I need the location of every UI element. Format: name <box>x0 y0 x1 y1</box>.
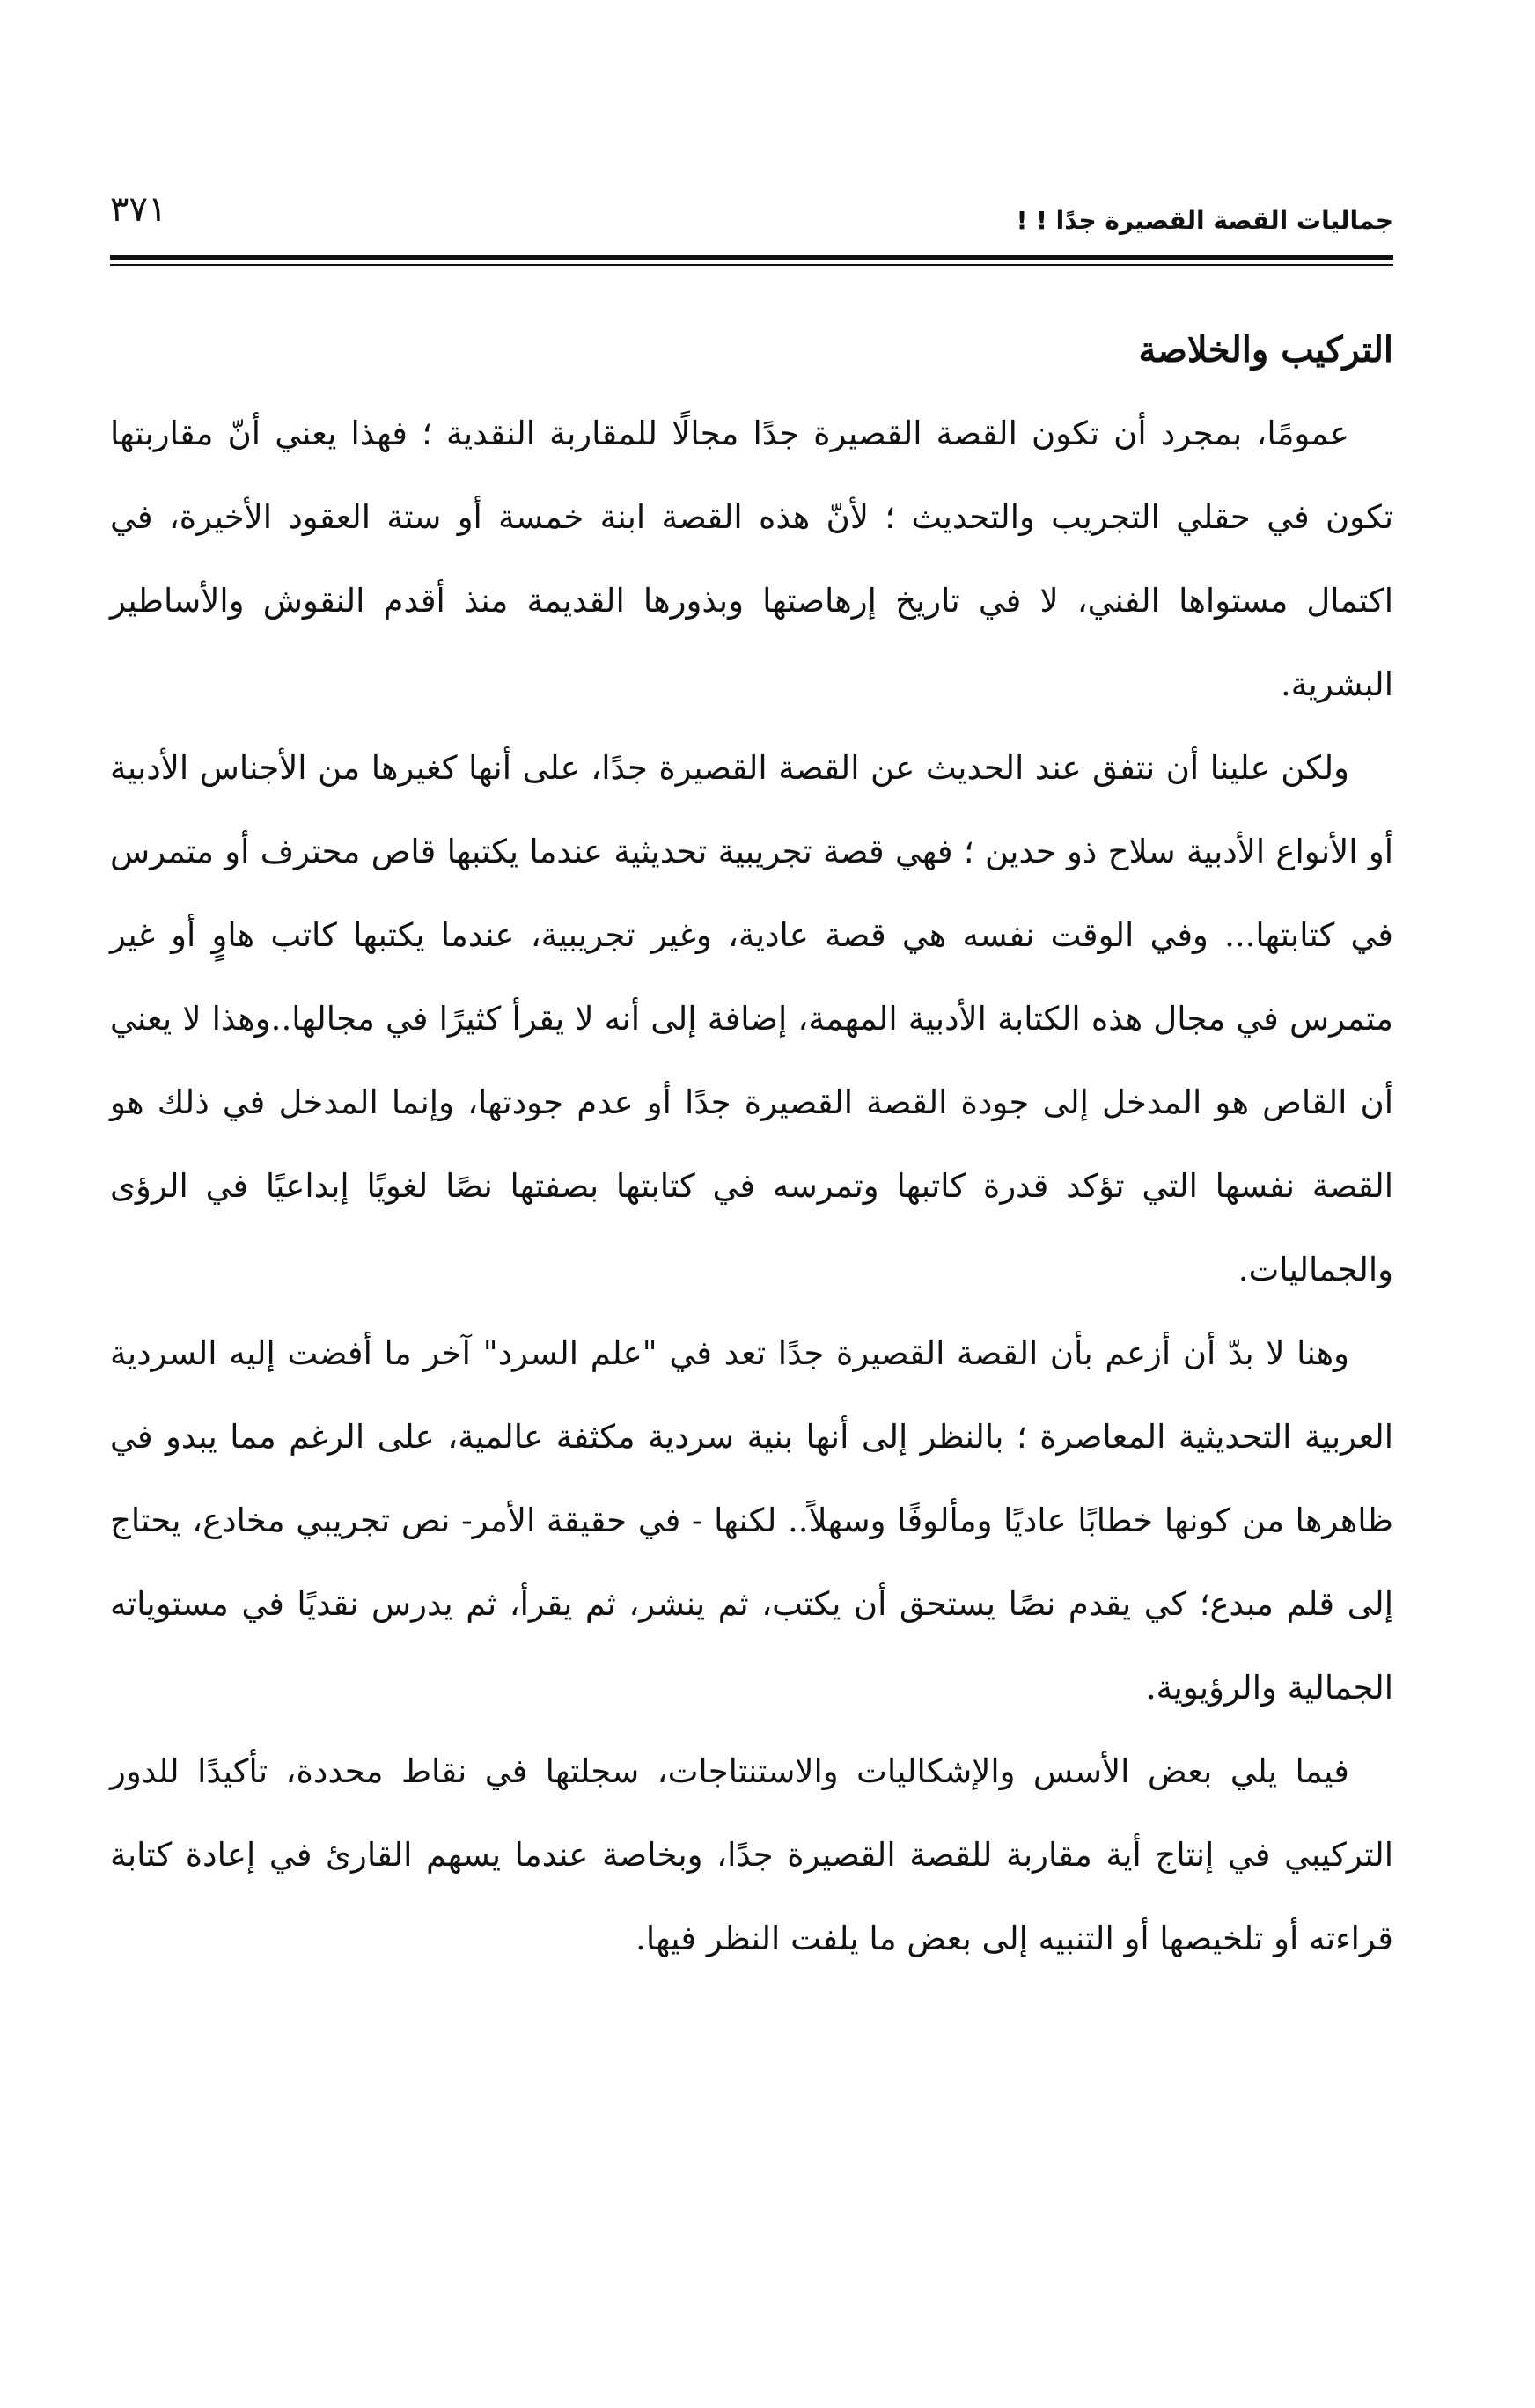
running-title: جماليات القصة القصيرة جدًا ! ! <box>1016 206 1393 235</box>
paragraph-4: فيما يلي بعض الأسس والإشكاليات والاستنتاجات، سجلتها في نقاط محددة، تأكيدًا للدور التركيبي في إنتاج أية مقاربة للقصة القصيرة جدًا، وبخاصة عندما يسهم القارئ في إعادة كتابة قراءته أو تلخيصها أو التنبيه إلى بعض ما يلفت النظر فيها. <box>110 1752 1393 1957</box>
section-heading: التركيب والخلاصة <box>1138 329 1393 371</box>
page-number: ٣٧١ <box>110 189 167 230</box>
paragraph-1: عمومًا، بمجرد أن تكون القصة القصيرة جدًا مجالًا للمقاربة النقدية ؛ فهذا يعني أنّ مقاربتها تكون في حقلي التجريب والتحديث ؛ لأنّ هذه القصة ابنة خمسة أو ستة العقود الأخيرة، في اكتمال مستواها الفني، لا في تاريخ إرهاصتها وبذورها القديمة منذ أقدم النقوش والأساطير البشرية. <box>110 415 1393 703</box>
header-rule-thick <box>110 255 1393 260</box>
paragraph-2: ولكن علينا أن نتفق عند الحديث عن القصة القصيرة جدًا، على أنها كغيرها من الأجناس الأدبية أو الأنواع الأدبية سلاح ذو حدين ؛ فهي قصة تجريبية تحديثية عندما يكتبها قاص محترف أو متمرس في كتابتها... وفي الوقت نفسه هي قصة عادية، وغير تجريبية، عندما يكتبها كاتب هاوٍ أو غير متمرس في مجال هذه الكتابة الأدبية المهمة، إضافة إلى أنه لا يقرأ كثيرًا في مجالها..وهذا لا يعني أن القاص هو المدخل إلى جودة القصة القصيرة جدًا أو عدم جودتها، وإنما المدخل في ذلك هو القصة نفسها التي تؤكد قدرة كاتبها وتمرسه في كتابتها بصفتها نصًا لغويًا إبداعيًا في الرؤى والجماليات. <box>110 749 1393 1288</box>
paragraph-3: وهنا لا بدّ أن أزعم بأن القصة القصيرة جدًا تعد في "علم السرد" آخر ما أفضت إليه السردية العربية التحديثية المعاصرة ؛ بالنظر إلى أنها بنية سردية مكثفة عالمية، على الرغم مما يبدو في ظاهرها من كونها خطابًا عاديًا ومألوفًا وسهلاً.. لكنها - في حقيقة الأمر- نص تجريبي مخادع، يحتاج إلى قلم مبدع؛ كي يقدم نصًا يستحق أن يكتب، ثم ينشر، ثم يقرأ، ثم يدرس نقديًا في مستوياته الجمالية والرؤيوية. <box>110 1334 1393 1707</box>
section-body <box>110 308 1393 1980</box>
header-rule-thin <box>110 264 1393 266</box>
page-header <box>110 187 1393 249</box>
